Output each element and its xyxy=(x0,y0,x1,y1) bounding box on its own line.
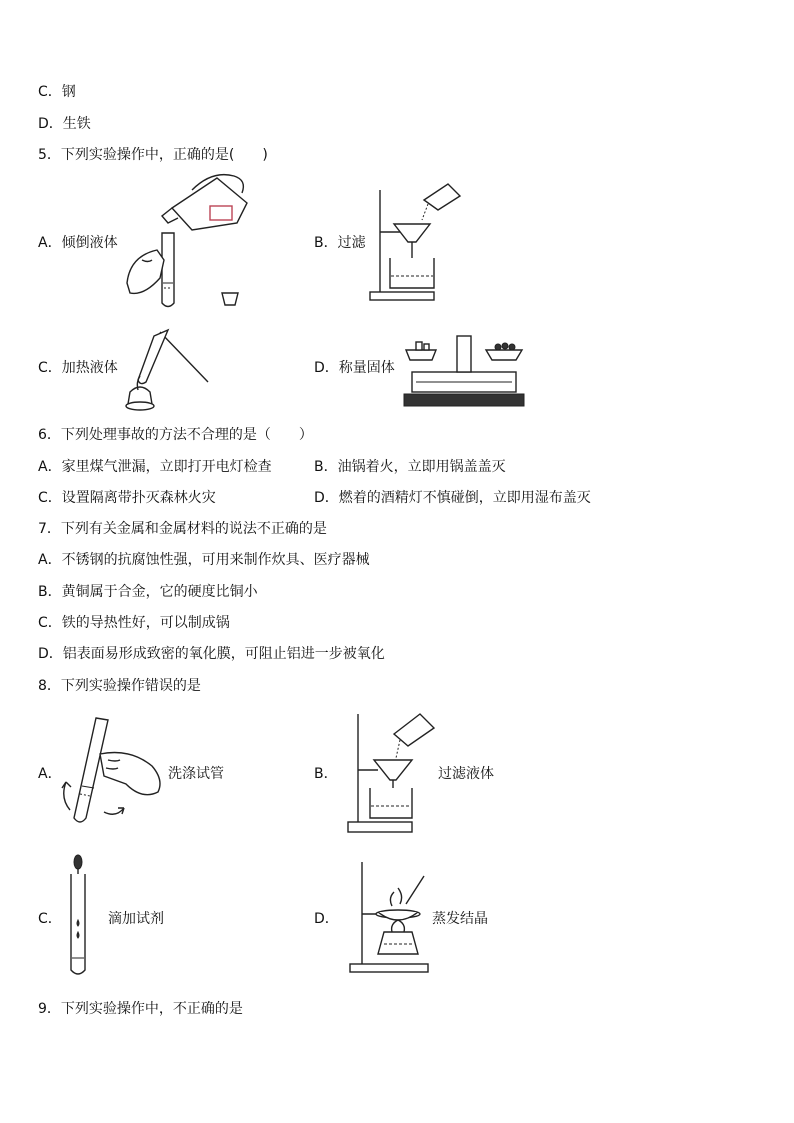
q5-option-b: B．过滤 xyxy=(314,235,366,251)
q6-option-c: C．设置隔离带扑灭森林火灾 xyxy=(38,490,216,506)
dropper-tube-figure xyxy=(68,854,88,978)
q8-stem: 8．下列实验操作错误的是 xyxy=(38,678,201,694)
q7-option-a: A．不锈钢的抗腐蚀性强，可用来制作炊具、医疗器械 xyxy=(38,552,370,568)
q8-option-c-label: 滴加试剂 xyxy=(108,911,164,927)
q8-option-d-label: 蒸发结晶 xyxy=(432,911,488,927)
q8-option-c-letter: C． xyxy=(38,911,62,927)
heating-liquid-figure xyxy=(118,326,212,412)
q7-stem: 7．下列有关金属和金属材料的说法不正确的是 xyxy=(38,521,327,537)
q8-option-b-letter: B． xyxy=(314,766,338,782)
q5-option-a: A．倾倒液体 xyxy=(38,235,118,251)
q6-option-d: D．燃着的酒精灯不慎碰倒，立即用湿布盖灭 xyxy=(314,490,591,506)
q9-stem: 9．下列实验操作中，不正确的是 xyxy=(38,1001,243,1017)
q6-option-b: B．油锅着火，立即用锅盖盖灭 xyxy=(314,459,506,475)
q8-option-b-label: 过滤液体 xyxy=(438,766,494,782)
q8-option-a-letter: A． xyxy=(38,766,62,782)
filter-liquid-figure xyxy=(346,710,436,834)
pouring-liquid-figure xyxy=(122,168,252,313)
q8-option-a-label: 洗涤试管 xyxy=(168,766,224,782)
q8-option-d-letter: D． xyxy=(314,911,339,927)
q4-option-c: C．钢 xyxy=(38,84,76,100)
q5-option-d: D．称量固体 xyxy=(314,360,395,376)
q4-option-d: D．生铁 xyxy=(38,116,91,132)
balance-figure xyxy=(402,332,526,410)
filtration-figure xyxy=(368,180,462,304)
q6-option-a: A．家里煤气泄漏，立即打开电灯检查 xyxy=(38,459,272,475)
q6-stem: 6．下列处理事故的方法不合理的是（ ） xyxy=(38,427,313,443)
evaporation-figure xyxy=(348,858,432,974)
q7-option-d: D．铝表面易形成致密的氧化膜，可阻止铝进一步被氧化 xyxy=(38,646,385,662)
q7-option-c: C．铁的导热性好，可以制成锅 xyxy=(38,615,230,631)
q5-stem: 5．下列实验操作中，正确的是( ) xyxy=(38,147,268,163)
q5-option-c: C．加热液体 xyxy=(38,360,118,376)
wash-tube-figure xyxy=(60,714,170,828)
q7-option-b: B．黄铜属于合金，它的硬度比铜小 xyxy=(38,584,258,600)
